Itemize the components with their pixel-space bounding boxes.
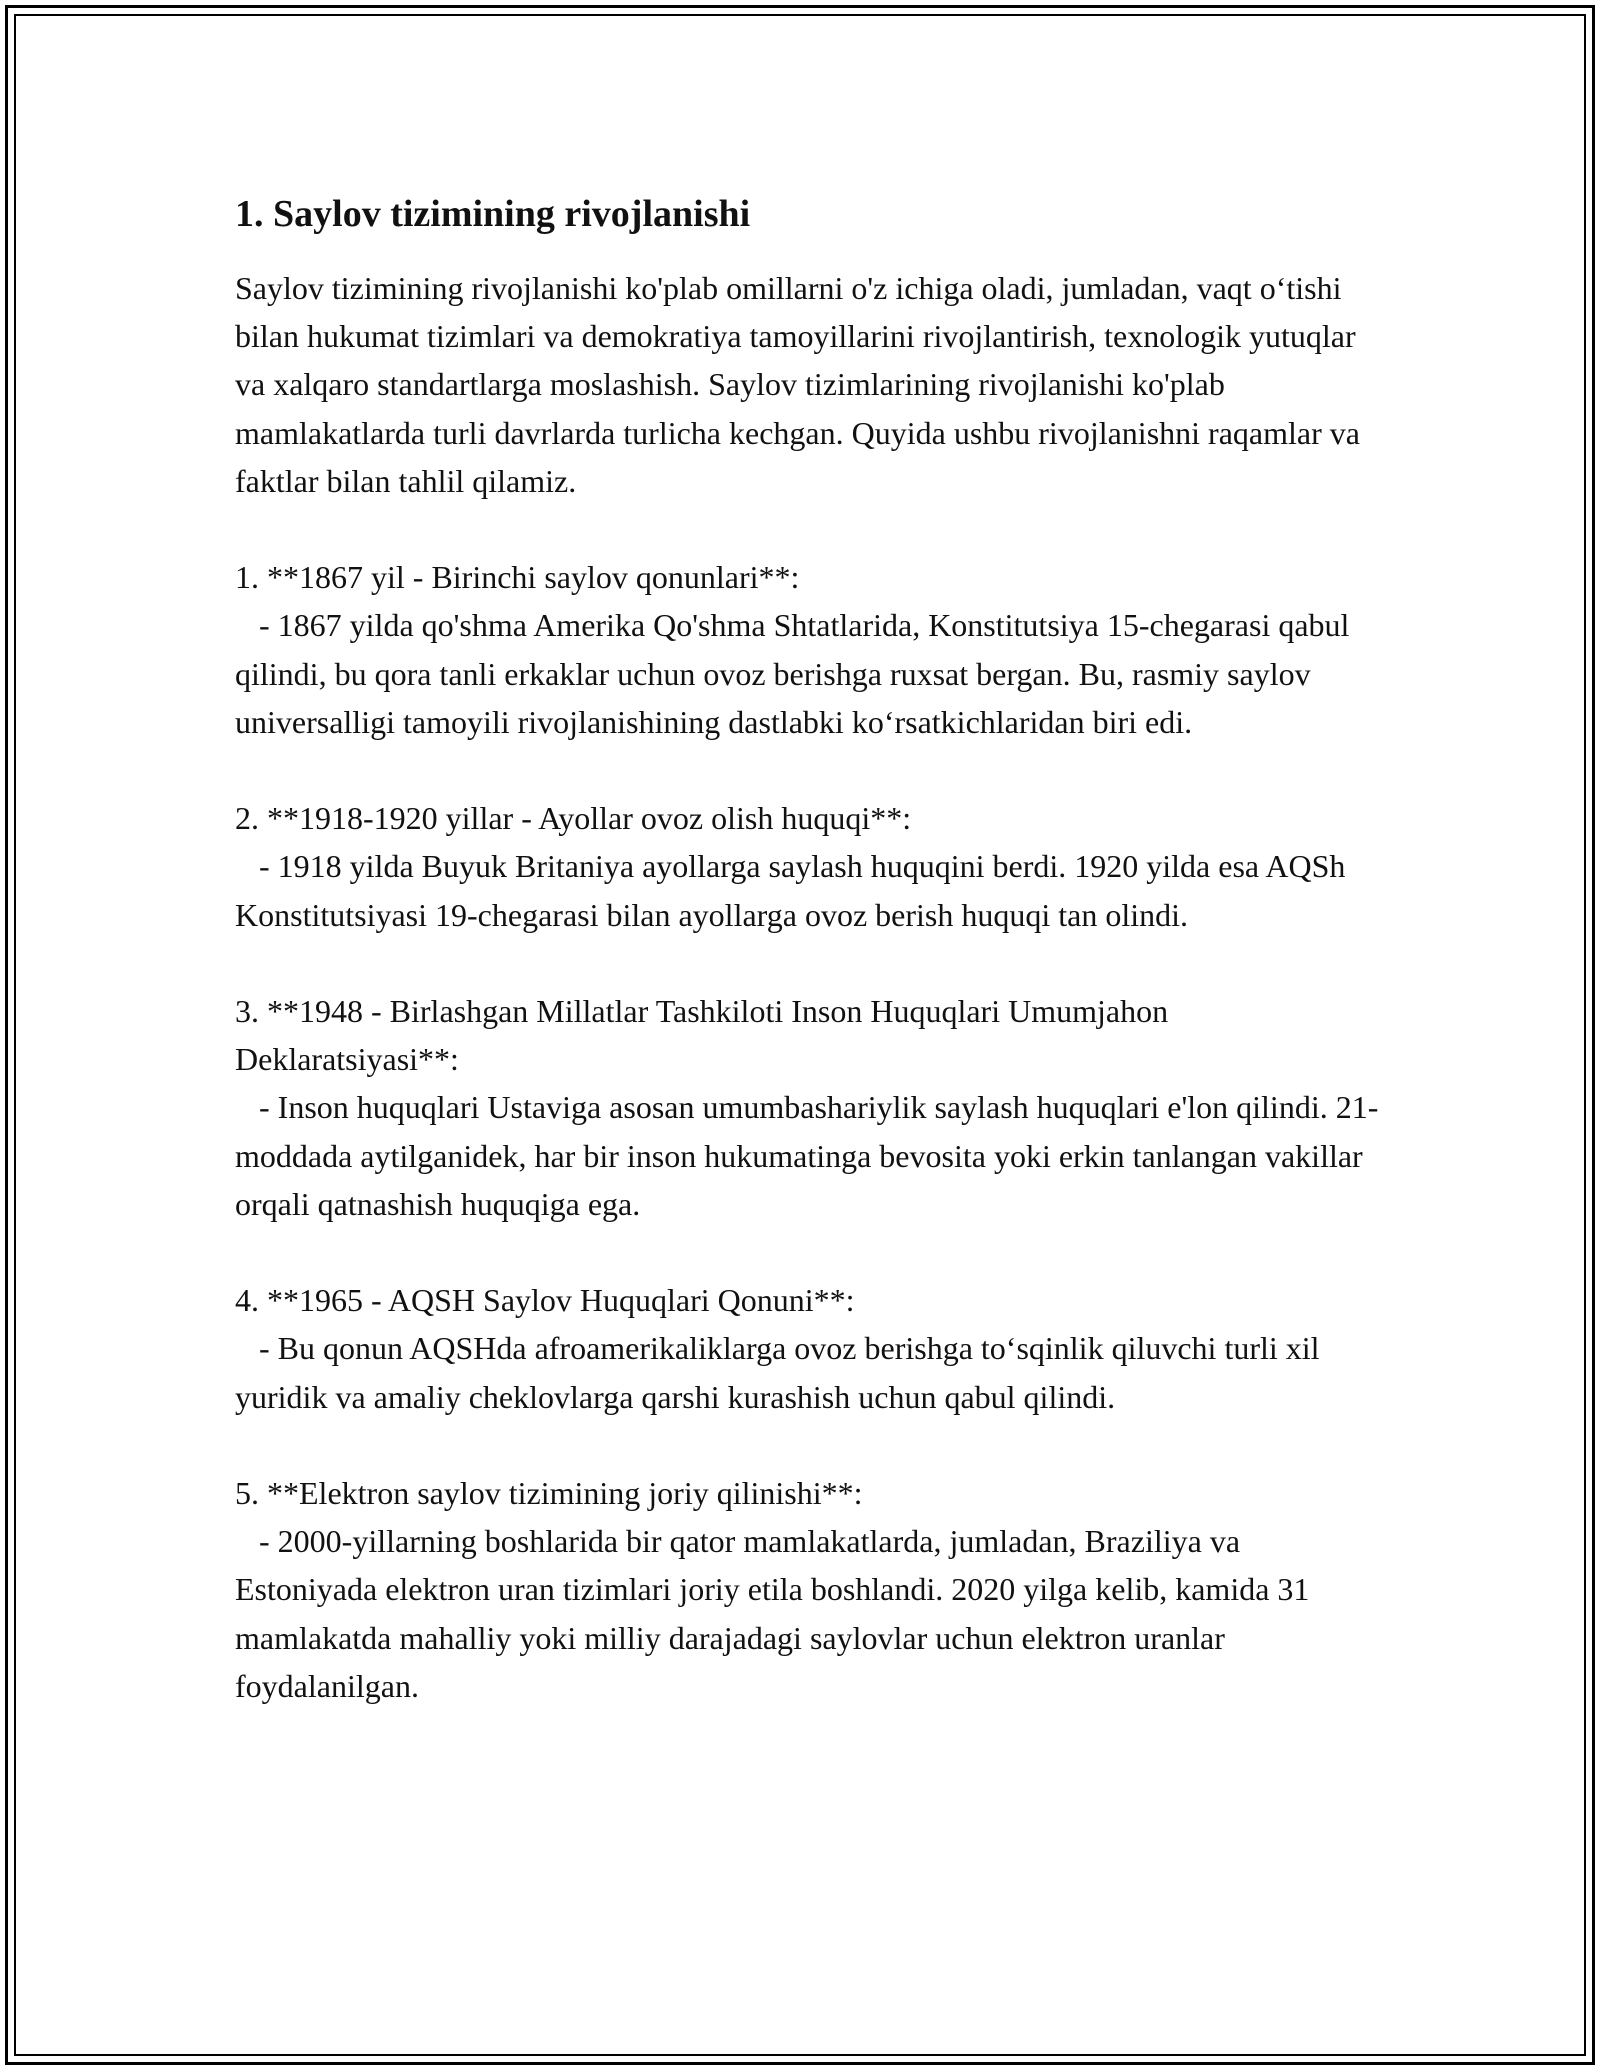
paragraph-gap [235, 1421, 1385, 1469]
document-title: 1. Saylov tizimining rivojlanishi [235, 193, 751, 235]
list-item-heading: 1. **1867 yil - Birinchi saylov qonunlari**: [235, 559, 800, 596]
list-item-heading: 5. **Elektron saylov tizimining joriy qilinishi**: [235, 1475, 863, 1511]
intro-paragraph: Saylov tizimining rivojlanishi ko'plab omillarni o'z ichiga oladi, jumladan, vaqt o‘tishi bilan hukumat tizimlari va demokratiya tamoyillarini rivojlantirish, texnologik yutuqlar va xalqaro standartlarga moslashish. Saylov tizimlarining rivojlanishi ko'plab mamlakatlarda turli davrlarda turlicha kechgan. Quyida ushbu rivojlanishni raqamlar va faktlar bilan tahlil qilamiz. [235, 270, 1368, 499]
paragraph-gap [235, 505, 1385, 553]
list-item-body: - 1918 yilda Buyuk Britaniya ayollarga saylash huquqini berdi. 1920 yilda esa AQSh Konstitutsiyasi 19-chegarasi bilan ayollarga ovoz berish huquqi tan olindi. [235, 848, 1354, 933]
list-item-heading: 2. **1918-1920 yillar - Ayollar ovoz olish huquqi**: [235, 800, 912, 837]
paragraph-gap [235, 1228, 1385, 1276]
list-item [235, 553, 1385, 746]
list-item [235, 1469, 1385, 1710]
list-item-body: - Inson huquqlari Ustaviga asosan umumbashariylik saylash huquqlari e'lon qilindi. 21-moddada aytilganidek, har bir inson hukumatinga bevosita yoki erkin tanlangan vakillar orqali qatnashish huquqiga ega. [235, 1089, 1379, 1222]
paragraph-gap [235, 746, 1385, 794]
list-item [235, 1276, 1385, 1421]
list-item-heading: 3. **1948 - Birlashgan Millatlar Tashkiloti Inson Huquqlari Umumjahon Deklaratsiyasi**: [235, 993, 1177, 1078]
list-item-body: - 1867 yilda qo'shma Amerika Qo'shma Shtatlarida, Konstitutsiya 15-chegarasi qabul qilindi, bu qora tanli erkaklar uchun ovoz berishga ruxsat bergan. Bu, rasmiy saylov universalligi tamoyili rivojlanishining dastlabki ko‘rsatkichlaridan biri edi. [235, 607, 1358, 740]
list-item [235, 987, 1385, 1228]
list-item-body: - 2000-yillarning boshlarida bir qator mamlakatlarda, jumladan, Braziliya va Estoniyada elektron uran tizimlari joriy etila boshlandi. 2020 yilga kelib, kamida 31 mamlakatda mahalliy yoki milliy darajadagi saylovlar uchun elektron uranlar foydalanilgan. [235, 1523, 1318, 1704]
document-body [235, 188, 1385, 1710]
list-item-body: - Bu qonun AQSHda afroamerikaliklarga ovoz berishga to‘sqinlik qiluvchi turli xil yuridik va amaliy cheklovlarga qarshi kurashish uchun qabul qilindi. [235, 1330, 1328, 1415]
paragraph-gap [235, 939, 1385, 987]
list-item [235, 794, 1385, 939]
list-item-heading: 4. **1965 - AQSH Saylov Huquqlari Qonuni**: [235, 1282, 855, 1319]
